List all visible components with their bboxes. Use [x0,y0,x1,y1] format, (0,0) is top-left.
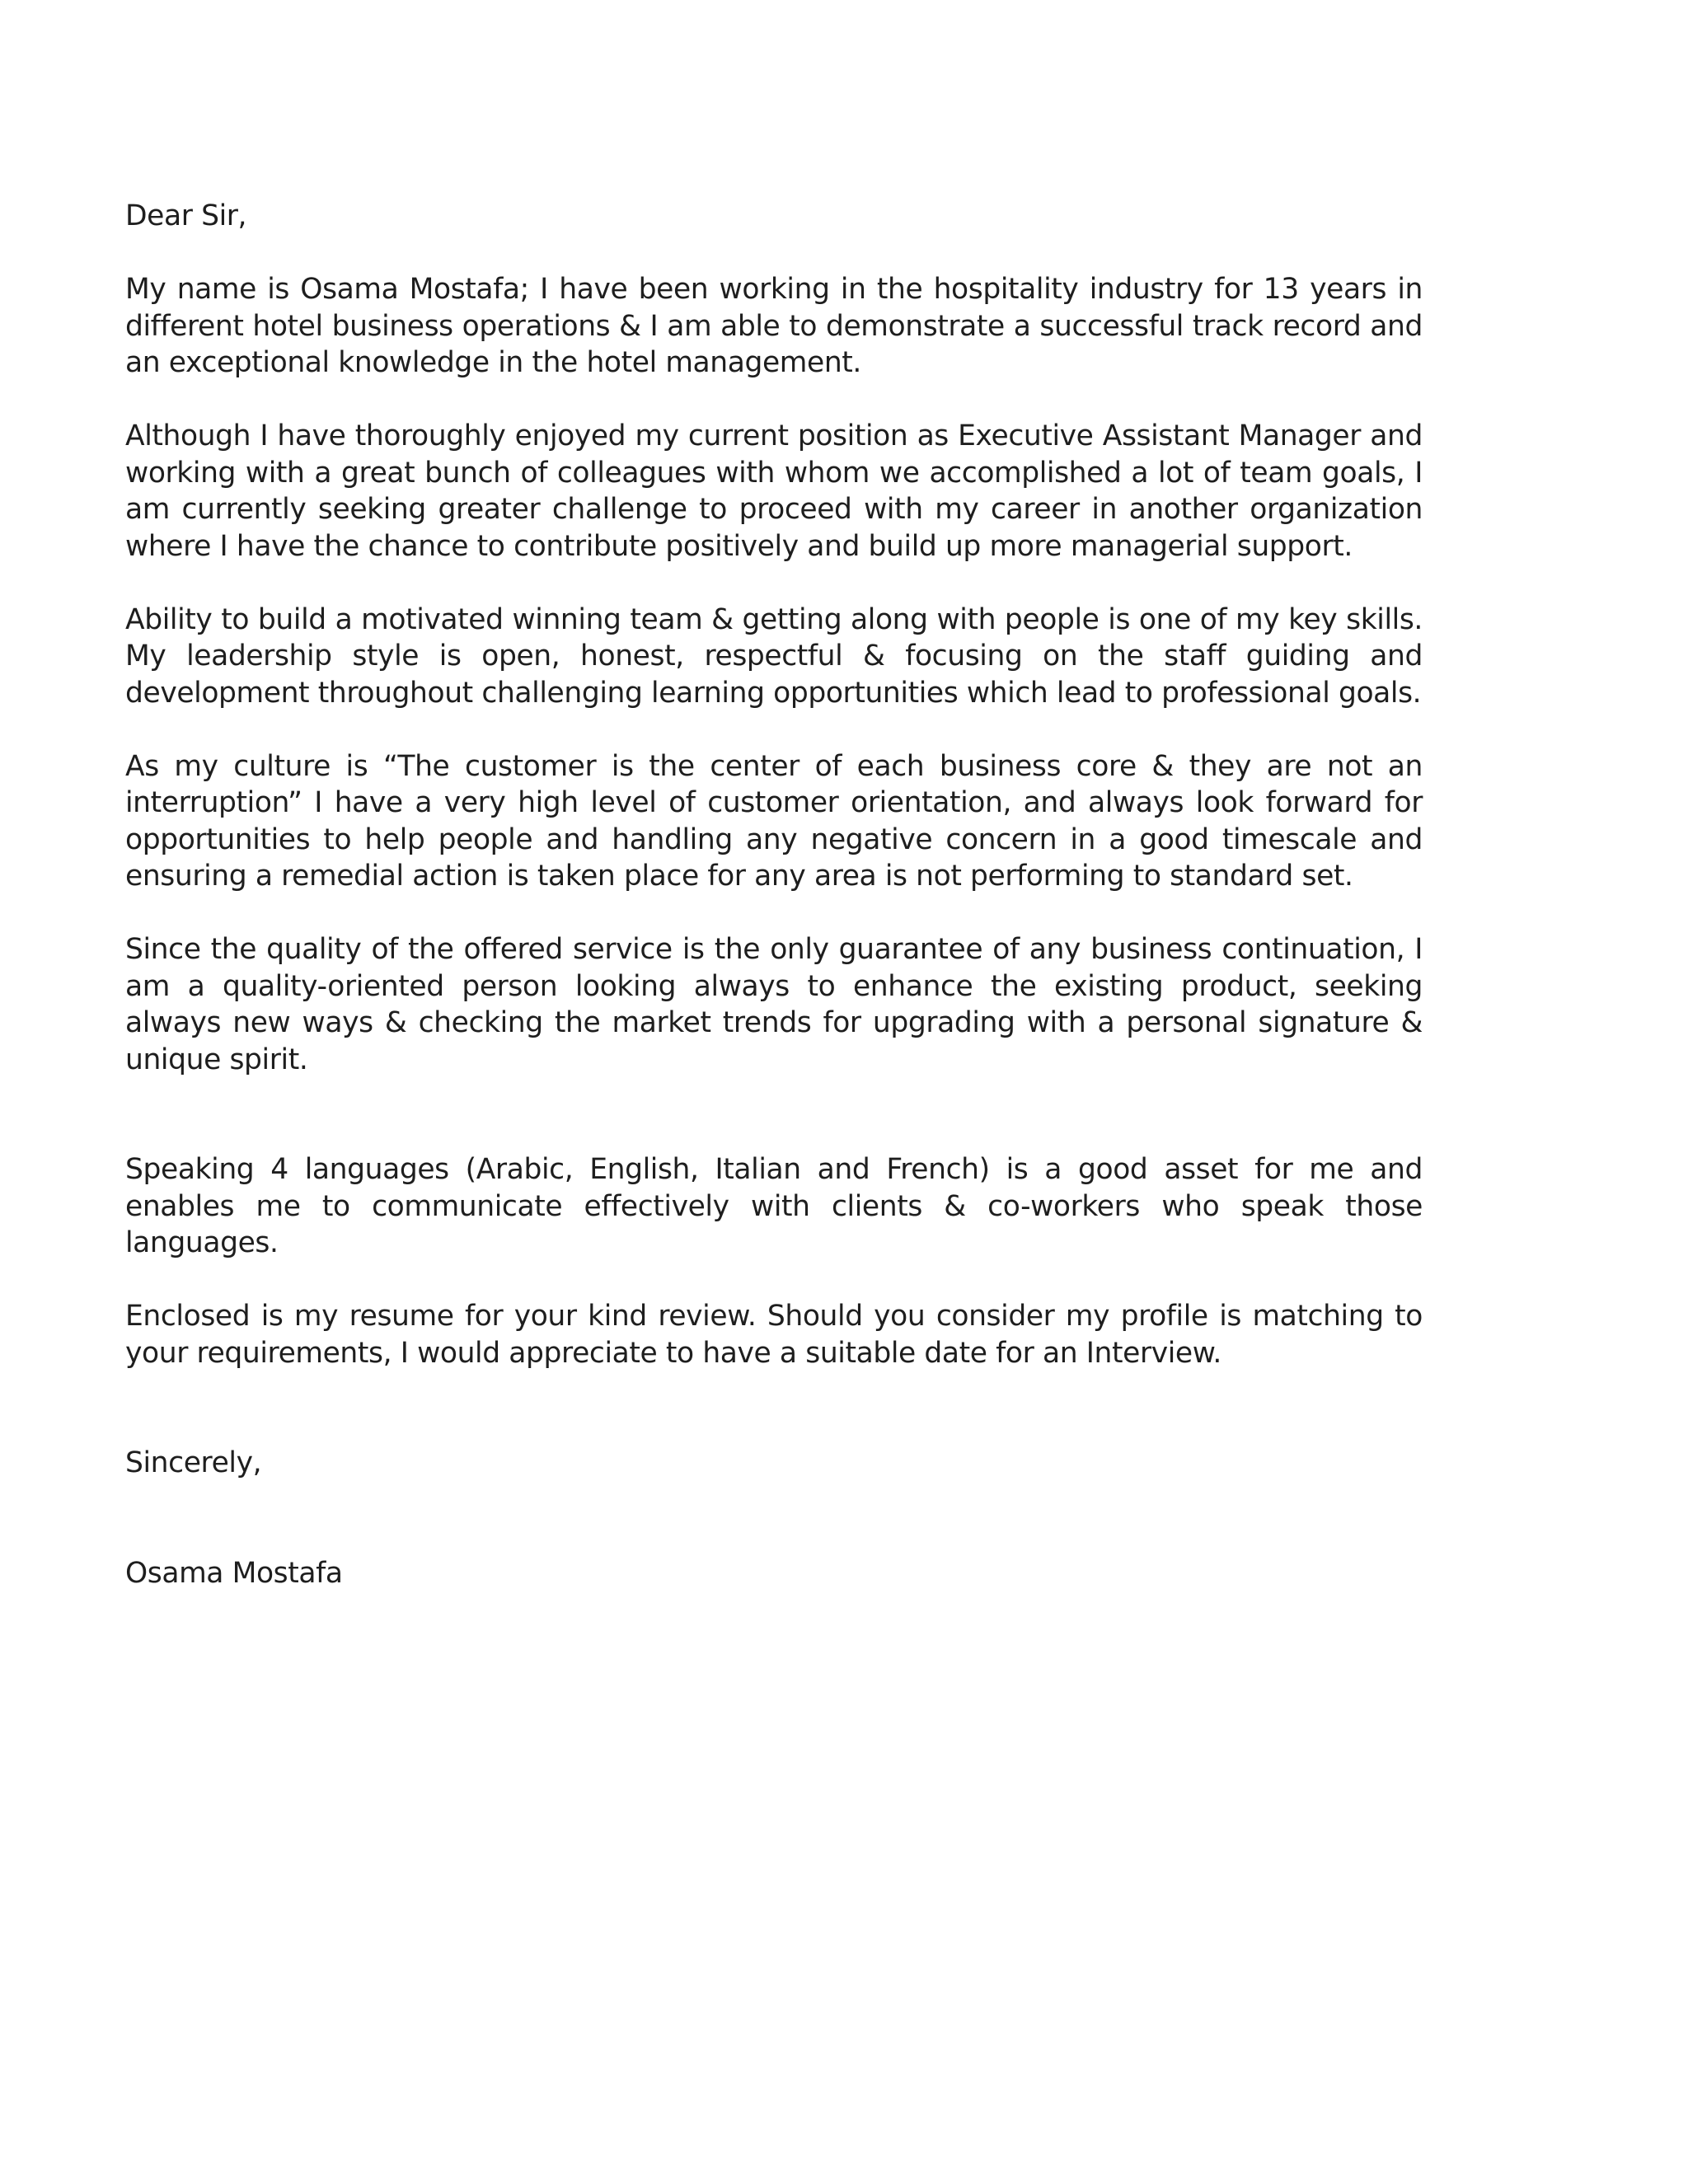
paragraph-introduction: My name is Osama Mostafa; I have been working in the hospitality industry for 13 years in different hotel business operations & I am able to demonstrate a successful track record and an exceptional knowledge in the hotel management. [125,273,1423,379]
closing: Sincerely, [125,1446,262,1479]
paragraph-languages: Speaking 4 languages (Arabic, English, Italian and French) is a good asset for me and enables me to communicate effectively with clients & co-workers who speak those languages. [125,1153,1423,1259]
letter-body [125,198,1423,1591]
signature-name: Osama Mostafa [125,1556,343,1590]
paragraph-quality: Since the quality of the offered service is the only guarantee of any business continuation, I am a quality-oriented person looking always to enhance the existing product, seeking always new ways & checking the market trends for upgrading with a personal signature & unique spirit. [125,933,1423,1076]
salutation: Dear Sir, [125,199,247,232]
paragraph-customer-orientation: As my culture is “The customer is the center of each business core & they are not an interruption” I have a very high level of customer orientation, and always look forward for opportunities to help people and handling any negative concern in a good timescale and ensuring a remedial action is taken place for any area is not performing to standard set. [125,749,1423,893]
paragraph-leadership: Ability to build a motivated winning team & getting along with people is one of my key skills. My leadership style is open, honest, respectful & focusing on the staff guiding and development throughout challenging learning opportunities which lead to professional goals. [125,602,1423,710]
paragraph-current-position: Although I have thoroughly enjoyed my current position as Executive Assistant Manager and working with a great bunch of colleagues with whom we accomplished a lot of team goals, I am currently seeking greater challenge to proceed with my career in another organization where I have the chance to contribute positively and build up more managerial support. [125,419,1423,563]
paragraph-enclosure: Enclosed is my resume for your kind review. Should you consider my profile is matching to your requirements, I would appreciate to have a suitable date for an Interview. [125,1300,1423,1370]
